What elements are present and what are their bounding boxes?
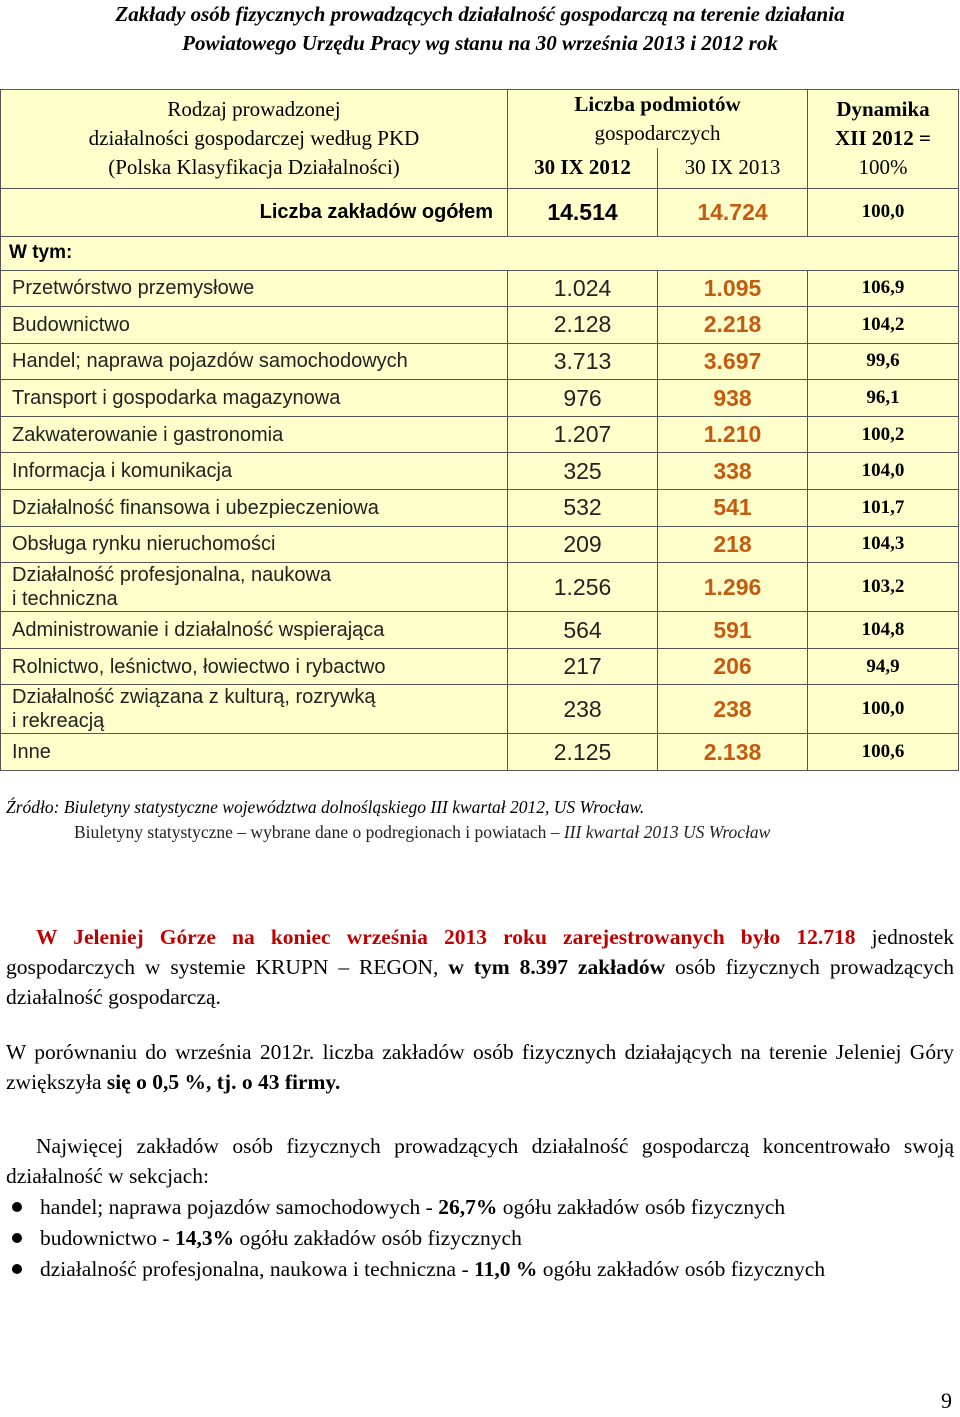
row-value-2013: 218 [658, 526, 808, 563]
table-row [1, 490, 959, 527]
row-value-2012: 1.024 [508, 270, 658, 307]
row-value-2012: 217 [508, 648, 658, 685]
header-year-2013: 30 IX 2013 [658, 148, 808, 188]
title-line-2: Powiatowego Urzędu Pracy wg stanu na 30 września 2013 i 2012 rok [182, 31, 778, 55]
row-label: Rolnictwo, leśnictwo, łowiectwo i rybactwo [1, 648, 508, 685]
row-dynamics: 106,9 [808, 270, 959, 307]
page-number: 9 [941, 1388, 952, 1413]
row-dynamics: 100,0 [808, 685, 959, 734]
table-row [1, 380, 959, 417]
row-label: Informacja i komunikacja [1, 453, 508, 490]
row-value-2013: 2.138 [658, 734, 808, 771]
row-label: Działalność profesjonalna, naukowa i techniczna [1, 563, 508, 612]
source-line-2: Biuletyny statystyczne – wybrane dane o podregionach i powiatach – III kwartał 2013 US Wrocław [74, 822, 771, 842]
sections-bullet-list [6, 1192, 954, 1285]
row-value-2013: 238 [658, 685, 808, 734]
table-row [1, 612, 959, 649]
row-value-2013: 591 [658, 612, 808, 649]
row-label: Administrowanie i działalność wspierająca [1, 612, 508, 649]
bullet-dot-icon [12, 1233, 22, 1243]
row-dynamics: 104,8 [808, 612, 959, 649]
bullet-dot-icon [12, 1264, 22, 1274]
row-value-2013: 338 [658, 453, 808, 490]
row-value-2012: 1.256 [508, 563, 658, 612]
row-dynamics: 99,6 [808, 343, 959, 380]
table-row [1, 685, 959, 734]
header-dynamics: Dynamika XII 2012 = 100% [808, 90, 959, 189]
row-label: Handel; naprawa pojazdów samochodowych [1, 343, 508, 380]
bullet-item: handel; naprawa pojazdów samochodowych - 26,7% ogółu zakładów osób fizycznych [6, 1192, 954, 1222]
row-value-2012: 2.128 [508, 307, 658, 344]
statistics-table [0, 89, 959, 771]
row-label: Inne [1, 734, 508, 771]
row-value-2012: 532 [508, 490, 658, 527]
row-value-2013: 206 [658, 648, 808, 685]
bullet-dot-icon [12, 1202, 22, 1212]
total-label: Liczba zakładów ogółem [1, 188, 508, 236]
header-year-2012: 30 IX 2012 [508, 148, 658, 188]
total-row [1, 188, 959, 236]
row-value-2012: 3.713 [508, 343, 658, 380]
row-value-2013: 541 [658, 490, 808, 527]
row-value-2012: 238 [508, 685, 658, 734]
bullet-item: budownictwo - 14,3% ogółu zakładów osób fizycznych [6, 1223, 954, 1253]
row-dynamics: 103,2 [808, 563, 959, 612]
row-label: Działalność związana z kulturą, rozrywką i rekreacją [1, 685, 508, 734]
source-line-1: Źródło: Biuletyny statystyczne województwa dolnośląskiego III kwartał 2012, US Wrocław. [6, 797, 645, 817]
row-dynamics: 94,9 [808, 648, 959, 685]
row-value-2012: 209 [508, 526, 658, 563]
row-label: Transport i gospodarka magazynowa [1, 380, 508, 417]
row-value-2012: 564 [508, 612, 658, 649]
paragraph-sections-intro: Najwięcej zakładów osób fizycznych prowadzących działalność gospodarczą koncentrowało swoją działalność w sekcjach: [6, 1134, 954, 1188]
table-row [1, 648, 959, 685]
table-row [1, 453, 959, 490]
table-row [1, 270, 959, 307]
row-value-2013: 1.210 [658, 416, 808, 453]
table-row [1, 526, 959, 563]
paragraph-comparison: W porównaniu do września 2012r. liczba zakładów osób fizycznych działających na terenie Jeleniej Góry zwiększyła się o 0,5 %, tj. o 43 firmy. [6, 1040, 954, 1094]
row-dynamics: 104,2 [808, 307, 959, 344]
row-value-2012: 2.125 [508, 734, 658, 771]
paragraph-registered-units: W Jeleniej Górze na koniec września 2013 roku zarejestrowanych było 12.718 jednostek gospodarczych w systemie KRUPN – REGON, w tym 8.397 zakładów osób fizycznych prowadzących działalność gospodarczą. [6, 925, 954, 1009]
row-value-2013: 2.218 [658, 307, 808, 344]
row-value-2012: 325 [508, 453, 658, 490]
row-value-2012: 976 [508, 380, 658, 417]
row-value-2013: 1.095 [658, 270, 808, 307]
title-line-1: Zakłady osób fizycznych prowadzących działalność gospodarczą na terenie działania [115, 2, 845, 26]
table-row [1, 343, 959, 380]
table-row [1, 563, 959, 612]
row-label: Przetwórstwo przemysłowe [1, 270, 508, 307]
table-row [1, 734, 959, 771]
row-label: Zakwaterowanie i gastronomia [1, 416, 508, 453]
total-2012: 14.514 [508, 188, 658, 236]
header-activity-type: Rodzaj prowadzonej działalności gospodarczej według PKD (Polska Klasyfikacja Działalności) [1, 90, 508, 189]
row-value-2013: 3.697 [658, 343, 808, 380]
wtym-row [1, 236, 959, 270]
row-dynamics: 104,0 [808, 453, 959, 490]
row-dynamics: 96,1 [808, 380, 959, 417]
header-entity-count: Liczba podmiotów gospodarczych [508, 90, 808, 149]
document-title [0, 0, 960, 58]
row-value-2013: 1.296 [658, 563, 808, 612]
row-value-2012: 1.207 [508, 416, 658, 453]
wtym-label: W tym: [1, 236, 959, 270]
bullet-item: działalność profesjonalna, naukowa i techniczna - 11,0 % ogółu zakładów osób fizycznych [6, 1254, 954, 1284]
row-dynamics: 101,7 [808, 490, 959, 527]
row-value-2013: 938 [658, 380, 808, 417]
total-2013: 14.724 [658, 188, 808, 236]
row-dynamics: 104,3 [808, 526, 959, 563]
table-row [1, 307, 959, 344]
row-label: Obsługa rynku nieruchomości [1, 526, 508, 563]
row-dynamics: 100,2 [808, 416, 959, 453]
row-label: Działalność finansowa i ubezpieczeniowa [1, 490, 508, 527]
table-row [1, 416, 959, 453]
row-label: Budownictwo [1, 307, 508, 344]
total-dynamics: 100,0 [808, 188, 959, 236]
row-dynamics: 100,6 [808, 734, 959, 771]
